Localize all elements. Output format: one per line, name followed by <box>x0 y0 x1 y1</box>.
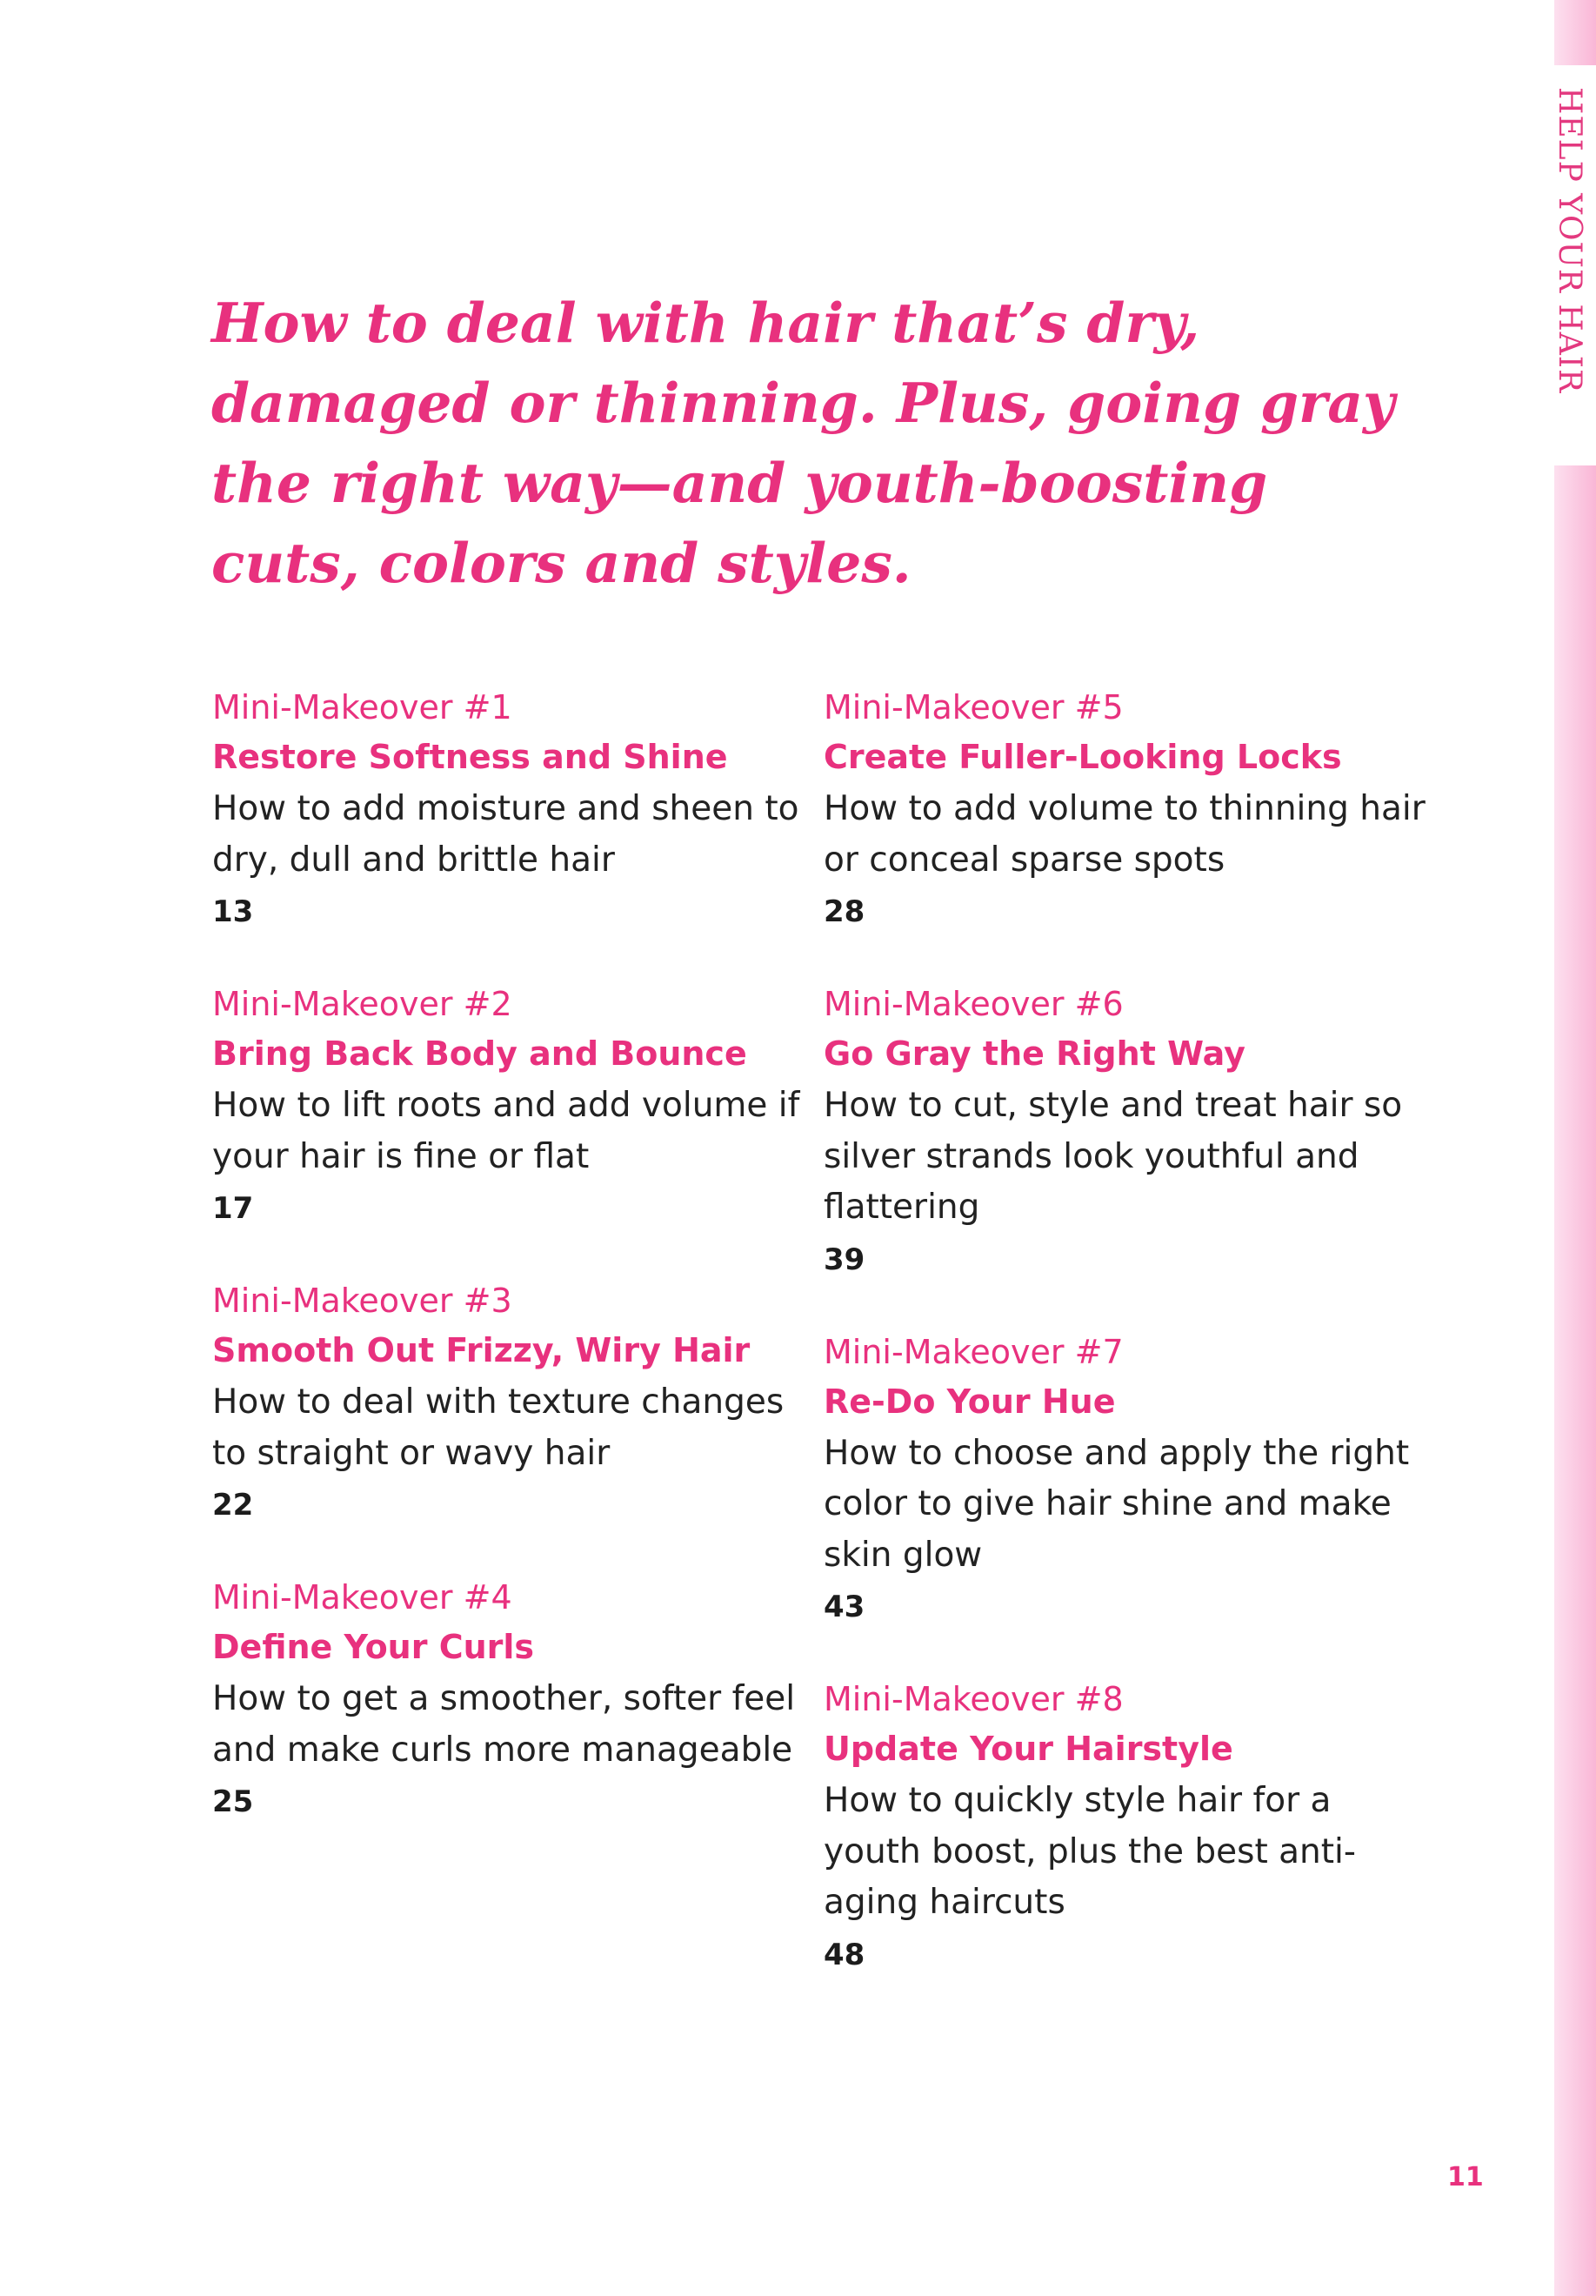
entry-description: How to add volume to thinning hair or conceal sparse spots <box>824 789 1426 880</box>
entry-title: Define Your Curls <box>212 1628 535 1666</box>
contents-entry <box>824 980 1432 1286</box>
entry-kicker: Mini-Makeover #6 <box>824 985 1124 1023</box>
entry-title: Re-Do Your Hue <box>824 1382 1116 1421</box>
entry-description: How to choose and apply the right color to give hair shine and make skin glow <box>824 1433 1410 1575</box>
entry-title: Update Your Hairstyle <box>824 1730 1233 1768</box>
entry-description: How to cut, style and treat hair so silver strands look youthful and flattering <box>824 1086 1403 1227</box>
contents-entry <box>212 980 804 1235</box>
contents-entry <box>824 1328 1432 1634</box>
entry-kicker: Mini-Makeover #5 <box>824 688 1124 726</box>
entry-title: Go Gray the Right Way <box>824 1034 1245 1073</box>
entry-page-number: 28 <box>824 894 865 929</box>
intro-heading: How to deal with hair that’s dry, damaged or thinning. Plus, going gray the right way—and youth-boosting cuts, colors and styles. <box>211 291 1395 595</box>
contents-column-right <box>824 683 1432 2023</box>
entry-description: How to add moisture and sheen to dry, dull and brittle hair <box>212 789 799 880</box>
entry-page-number: 25 <box>212 1784 254 1819</box>
entry-kicker: Mini-Makeover #7 <box>824 1332 1124 1371</box>
entry-title: Smooth Out Frizzy, Wiry Hair <box>212 1331 751 1369</box>
entry-page-number: 22 <box>212 1488 254 1523</box>
entry-page-number: 13 <box>212 894 254 929</box>
contents-entry <box>212 1276 804 1531</box>
entry-page-number: 43 <box>824 1590 865 1624</box>
entry-description: How to get a smoother, softer feel and make curls more manageable <box>212 1679 796 1770</box>
entry-title: Create Fuller-Looking Locks <box>824 738 1342 776</box>
entry-title: Bring Back Body and Bounce <box>212 1034 747 1073</box>
entry-kicker: Mini-Makeover #1 <box>212 688 512 726</box>
contents-column-left <box>212 683 804 1870</box>
contents-entry <box>824 683 1432 938</box>
entry-kicker: Mini-Makeover #8 <box>824 1680 1124 1718</box>
contents-entry <box>212 1573 804 1828</box>
entry-description: How to deal with texture changes to straight or wavy hair <box>212 1382 785 1473</box>
entry-kicker: Mini-Makeover #4 <box>212 1578 512 1617</box>
page-number: 11 <box>1447 2162 1484 2192</box>
contents-entry <box>212 683 804 938</box>
entry-kicker: Mini-Makeover #2 <box>212 985 512 1023</box>
entry-description: How to quickly style hair for a youth boost, plus the best anti-aging haircuts <box>824 1781 1356 1922</box>
entry-page-number: 39 <box>824 1242 865 1277</box>
contents-entry <box>824 1675 1432 1981</box>
entry-page-number: 48 <box>824 1937 865 1972</box>
entry-kicker: Mini-Makeover #3 <box>212 1282 512 1320</box>
side-tab-label: HELP YOUR HAIR <box>1552 87 1587 394</box>
entry-title: Restore Softness and Shine <box>212 738 728 776</box>
entry-description: How to lift roots and add volume if your hair is fine or flat <box>212 1086 800 1176</box>
entry-page-number: 17 <box>212 1191 254 1226</box>
